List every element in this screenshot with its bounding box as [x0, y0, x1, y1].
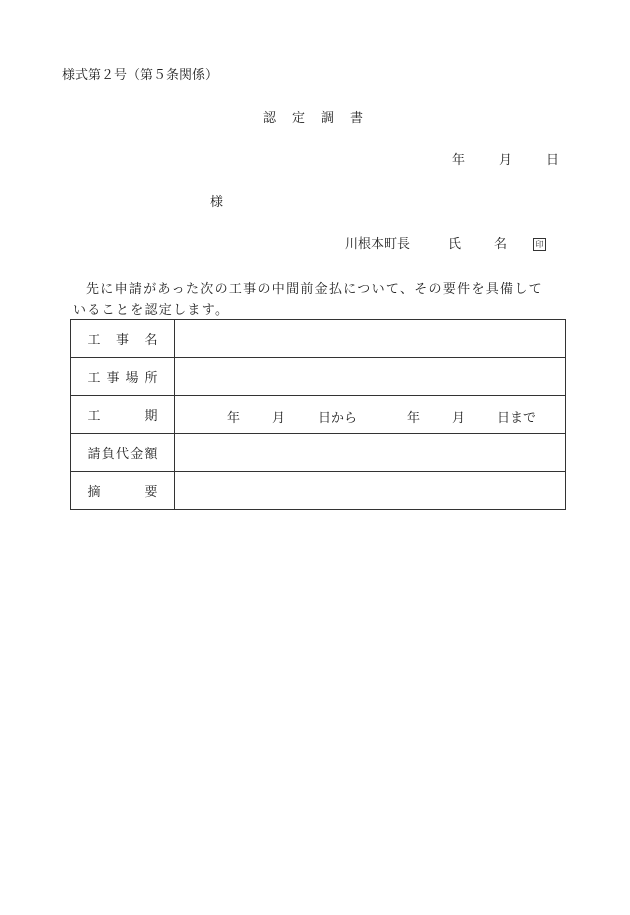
date-year-label: 年: [452, 153, 466, 168]
date-month-label: 月: [499, 153, 513, 168]
document-title: 認定調書: [263, 111, 380, 126]
period-end-year: 年: [407, 411, 421, 426]
row-label-work-location: 工事場所: [87, 371, 158, 386]
row-label-cell: [71, 434, 175, 472]
row-label-cell: [71, 396, 175, 434]
period-end-day: 日まで: [497, 411, 537, 426]
table-row: [71, 396, 566, 434]
row-label-cell: [71, 358, 175, 396]
table-row: [71, 358, 566, 396]
row-label-remarks: 摘 要: [87, 485, 158, 500]
issuer-name-label-1: 氏: [448, 237, 462, 252]
date-day-label: 日: [546, 153, 560, 168]
addressee-suffix: 様: [210, 195, 224, 210]
work-location-value: [175, 358, 566, 396]
body-text: [73, 279, 573, 321]
contract-amount-value: [175, 434, 566, 472]
row-label-work-name: 工 事 名: [87, 333, 158, 348]
table-row: [71, 434, 566, 472]
info-table: [70, 319, 566, 510]
remarks-value: [175, 472, 566, 510]
row-label-cell: [71, 472, 175, 510]
seal-icon: 印: [533, 238, 546, 251]
issuer-name-label-2: 名: [494, 237, 508, 252]
table-row: [71, 320, 566, 358]
body-line-1: 先に申請があった次の工事の中間前金払について、その要件を具備して: [86, 282, 543, 297]
date-line: [452, 153, 559, 169]
period-start-day: 日から: [318, 411, 358, 426]
form-number: 様式第２号（第５条関係）: [62, 68, 219, 83]
row-label-work-period: 工 期: [87, 409, 158, 424]
work-name-value: [175, 320, 566, 358]
issuer-line: [345, 237, 546, 253]
period-fields: [175, 396, 565, 433]
issuer-title: 川根本町長: [345, 237, 411, 252]
table-row: [71, 472, 566, 510]
row-label-cell: [71, 320, 175, 358]
period-start-year: 年: [227, 411, 241, 426]
work-period-value: [175, 396, 566, 434]
period-start-month: 月: [272, 411, 286, 426]
body-line-2: いることを認定します。: [73, 303, 230, 318]
period-end-month: 月: [452, 411, 466, 426]
row-label-contract-amount: 請負代金額: [87, 447, 158, 462]
